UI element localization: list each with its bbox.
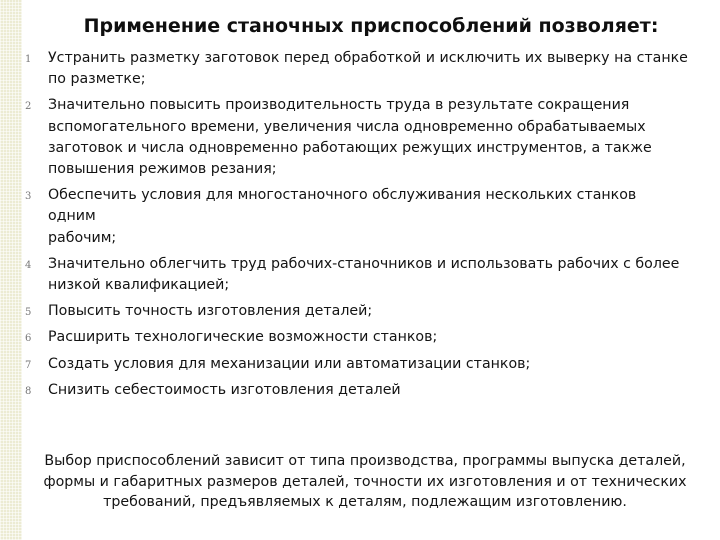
- list-item-4: [0, 254, 700, 296]
- list-item-text-line: по разметке;: [48, 71, 146, 88]
- list-number: 6: [25, 333, 32, 345]
- list-item-7: [0, 354, 700, 375]
- list-item-text-line: вспомогательного времени, увеличения числа одновременно обрабатываемых: [48, 118, 646, 135]
- list-number: 7: [25, 359, 32, 371]
- list-item-2: [0, 95, 700, 180]
- list-item-3: [0, 185, 700, 249]
- list-item-text-line: одним: [48, 208, 96, 225]
- footer-text-line: формы и габаритных размеров деталей, точности их изготовления и от технических: [43, 473, 687, 490]
- list-number: 1: [25, 54, 32, 65]
- numbered-list: [0, 48, 700, 406]
- list-item-5: [0, 301, 700, 322]
- list-item-text-line: низкой квалификацией;: [48, 277, 230, 294]
- list-item-text-line: Повысить точность изготовления деталей;: [48, 303, 373, 320]
- list-item-text-line: Создать условия для механизации или автоматизации станков;: [48, 355, 531, 372]
- list-item-text-line: Значительно облегчить труд рабочих-станочников и использовать рабочих с более: [48, 255, 680, 272]
- list-item-text-line: повышения режимов резания;: [48, 161, 277, 178]
- list-item-6: [0, 327, 700, 348]
- list-item-text-line: рабочим;: [48, 229, 117, 246]
- list-item-1: [0, 48, 700, 90]
- list-number: 2: [25, 101, 32, 113]
- list-number: 3: [25, 191, 32, 203]
- slide-title: Применение станочных приспособлений позволяет:: [83, 15, 659, 37]
- footer-text-line: требований, предъявляемых к деталям, подлежащим изготовлению.: [103, 494, 627, 510]
- list-number: 4: [25, 259, 32, 271]
- list-item-8: [0, 380, 700, 401]
- list-item-text-line: Обеспечить условия для многостаночного обслуживания нескольких станков: [48, 187, 637, 204]
- list-number: 5: [25, 307, 32, 319]
- list-number: 8: [25, 385, 32, 397]
- list-item-text-line: Значительно повысить производительность труда в результате сокращения: [48, 97, 630, 114]
- list-item-text-line: заготовок и числа одновременно работающих режущих инструментов, а также: [48, 139, 652, 156]
- footer-paragraph: [26, 451, 704, 513]
- list-item-text-line: Снизить себестоимость изготовления деталей: [48, 381, 401, 398]
- list-item-text-line: Расширить технологические возможности станков;: [48, 329, 438, 346]
- list-item-text-line: Устранить разметку заготовок перед обработкой и исключить их выверку на станке: [48, 50, 688, 66]
- footer-text-line: Выбор приспособлений зависит от типа производства, программы выпуска деталей,: [44, 453, 686, 469]
